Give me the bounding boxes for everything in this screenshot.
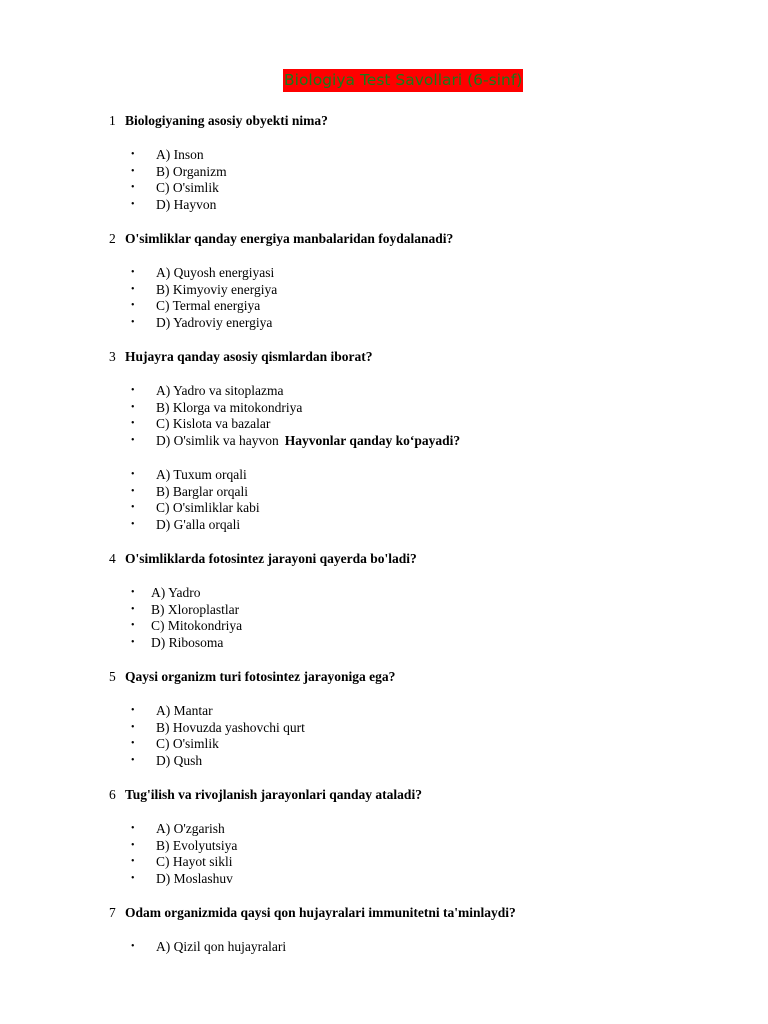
bullet: • [131,402,135,413]
question-text: Odam organizmida qaysi qon hujayralari immunitetni ta'minlaydi? [125,905,516,920]
answer-option: B) Kimyoviy energiya [156,282,278,297]
question-number: 6 [109,787,116,802]
answer-option: C) Kislota va bazalar [156,416,271,431]
answer-option: C) Mitokondriya [151,618,243,633]
bullet: • [131,166,135,177]
question-number: 2 [109,231,116,246]
bullet: • [131,317,135,328]
question-text: O'simliklarda fotosintez jarayoni qayerda bo'ladi? [125,551,417,566]
answer-option: D) Moslashuv [156,871,233,886]
answer-option: D) O'simlik va hayvon [156,433,279,448]
bullet: • [131,840,135,851]
answer-option-with-inline-question [156,432,460,449]
answer-option: A) Mantar [156,703,213,718]
bullet: • [131,722,135,733]
inline-question-text: Hayvonlar qanday ko‘payadi? [284,433,461,448]
bullet: • [131,856,135,867]
answer-option: C) Termal energiya [156,298,261,313]
page-title: Biologiya Test Savollari (6-sinf) [283,69,523,92]
answer-option: A) Yadro [151,585,201,600]
answer-option: D) Yadroviy energiya [156,315,273,330]
answer-option: B) Klorga va mitokondriya [156,400,303,415]
bullet: • [131,486,135,497]
question-number: 7 [109,905,116,920]
bullet: • [131,620,135,631]
question-text: Tug'ilish va rivojlanish jarayonlari qanday ataladi? [125,787,422,802]
answer-option: A) Qizil qon hujayralari [156,939,287,954]
question-text: O'simliklar qanday energiya manbalaridan foydalanadi? [125,231,454,246]
bullet: • [131,941,135,952]
answer-option: B) Organizm [156,164,227,179]
bullet: • [131,149,135,160]
bullet: • [131,738,135,749]
question-number: 1 [109,113,116,128]
bullet: • [131,284,135,295]
answer-option: D) Qush [156,753,203,768]
answer-option: C) O'simliklar kabi [156,500,260,515]
bullet: • [131,300,135,311]
answer-option: B) Evolyutsiya [156,838,238,853]
bullet: • [131,418,135,429]
answer-option: C) O'simlik [156,180,219,195]
answer-option: C) Hayot sikli [156,854,233,869]
answer-option: D) Ribosoma [151,635,224,650]
bullet: • [131,519,135,530]
answer-option: A) O'zgarish [156,821,225,836]
answer-option: A) Yadro va sitoplazma [156,383,284,398]
answer-option: B) Barglar orqali [156,484,248,499]
answer-option: A) Quyosh energiyasi [156,265,275,280]
answer-option: A) Tuxum orqali [156,467,247,482]
answer-option: C) O'simlik [156,736,219,751]
bullet: • [131,182,135,193]
bullet: • [131,823,135,834]
answer-option: B) Hovuzda yashovchi qurt [156,720,305,735]
question-number: 4 [109,551,116,566]
bullet: • [131,587,135,598]
bullet: • [131,604,135,615]
question-text: Hujayra qanday asosiy qismlardan iborat? [125,349,373,364]
bullet: • [131,435,135,446]
question-number: 3 [109,349,116,364]
bullet: • [131,637,135,648]
bullet: • [131,755,135,766]
bullet: • [131,199,135,210]
bullet: • [131,469,135,480]
bullet: • [131,385,135,396]
bullet: • [131,705,135,716]
answer-option: D) Hayvon [156,197,217,212]
bullet: • [131,267,135,278]
question-text: Qaysi organizm turi fotosintez jarayoniga ega? [125,669,396,684]
answer-option: B) Xloroplastlar [151,602,240,617]
answer-option: A) Inson [156,147,204,162]
bullet: • [131,502,135,513]
answer-option: D) G'alla orqali [156,517,241,532]
question-number: 5 [109,669,116,684]
question-text: Biologiyaning asosiy obyekti nima? [125,113,328,128]
bullet: • [131,873,135,884]
